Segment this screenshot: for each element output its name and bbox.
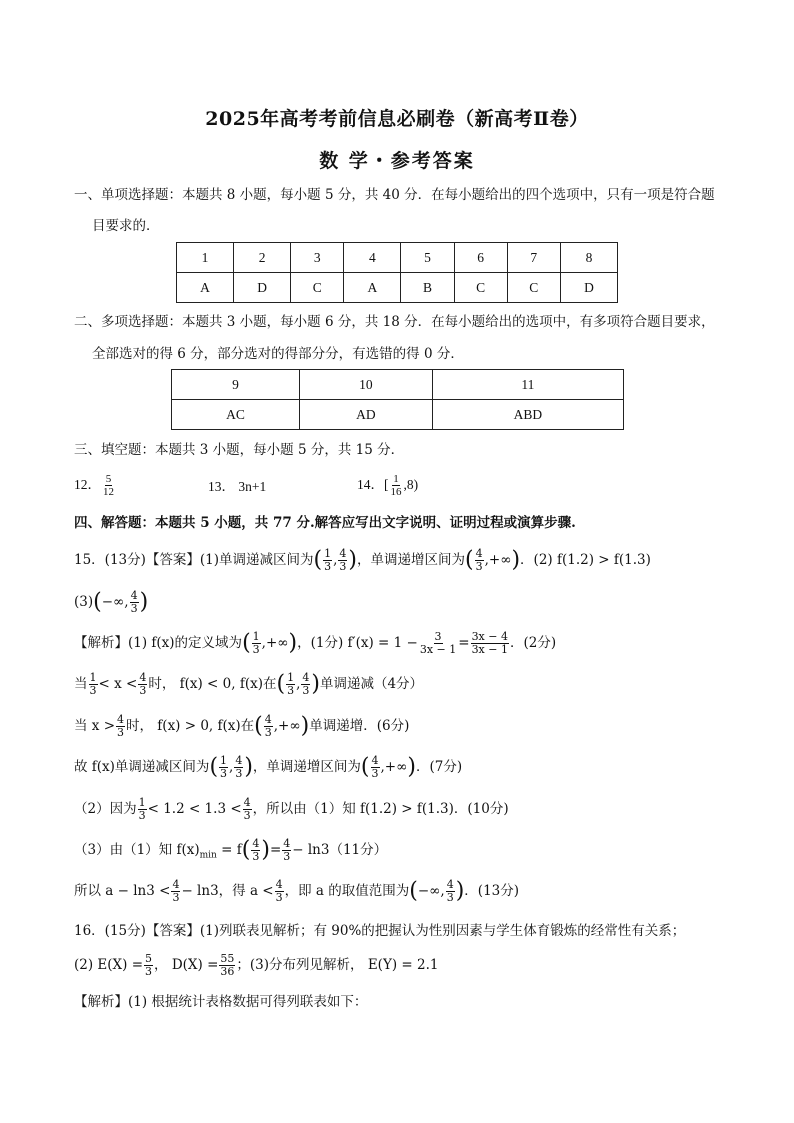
fraction: $\frac{1}{3}$ [324,547,332,573]
fraction: $\frac{4}{3}$ [264,713,272,739]
fraction: $\frac{1}{3}$ [252,630,260,656]
question-number-cell: 6 [454,243,507,273]
fraction: $\frac{4}{3}$ [339,547,347,573]
fraction: $\frac{4}{3}$ [275,878,283,904]
q15-analysis-line-4: 故 f(x)单调递减区间为( $\frac{1}{3}$ , $\frac{4}{3}$ )，单调递增区间为( $\frac{4}{3}$ ,+∞)．(7分) [74,754,463,780]
page-title: 2025年高考考前信息必刷卷（新高考Ⅱ卷） [205,108,589,130]
answer-cell: B [401,273,454,303]
section2-heading-cont: 全部选对的得 6 分，部分选对的得部分分，有选错的得 0 分． [92,346,464,362]
answer-q13: 13． 3n+1 [208,479,267,494]
question-number-cell: 3 [291,243,344,273]
fraction: $\frac{4}{3}$ [371,754,379,780]
fraction: $\frac{4}{3}$ [446,878,454,904]
fraction: $\frac{4}{3}$ [243,796,251,822]
q15-analysis-line-7: 所以 a − ln3 < $\frac{4}{3}$ − ln3，得 a < $\frac{4}{3}$ ，即 a 的取值范围为(−∞, $\frac{4}{3}$ )．(13分) [74,878,520,904]
q15-answer-line-3: (3)(−∞, $\frac{4}{3}$ ) [74,589,149,615]
question-number-cell: 9 [172,370,300,400]
fraction: $\frac{4}{3}$ [475,547,483,573]
question-number-cell: 11 [432,370,623,400]
fraction: $\frac{4}{3}$ [302,671,310,697]
fraction: $\frac{3}{3x - 1}$ [419,630,457,656]
section2-heading: 二、多项选择题：本题共 3 小题，每小题 6 分，共 18 分．在每小题给出的选项中，有多项符合题目要求， [74,314,715,330]
fraction: $\frac{3x - 4}{3x - 1}$ [471,630,508,656]
q16-answer-line: 16．(15分)【答案】(1)列联表见解析；有 90%的把握认为性别因素与学生体育锻炼的经常性有关系； [74,923,686,939]
answer-cell: D [234,273,291,303]
section1-answer-table [176,242,618,303]
answer-cell: A [344,273,401,303]
answer-cell: C [291,273,344,303]
fraction: $\frac{4}{3}$ [117,713,125,739]
answer-cell: AC [172,400,300,430]
q15-answer-line: 15．(13分)【答案】(1)单调递减区间为( $\frac{1}{3}$ , $\frac{4}{3}$ )，单调递增区间为( $\frac{4}{3}$ ,+∞)．(2) f(1.2) > f(1.3) [74,547,651,573]
question-number-cell: 5 [401,243,454,273]
fraction: $\frac{4}{3}$ [283,837,291,863]
fraction: $\frac{1}{3}$ [220,754,228,780]
fraction: $\frac{4}{3}$ [139,671,147,697]
q15-analysis-line-2: 当 $\frac{1}{3}$ < x < $\frac{4}{3}$ 时， f(x) < 0, f(x)在( $\frac{1}{3}$ , $\frac{4}{3}$ )单调递减（4分） [74,671,424,697]
question-number-cell: 8 [560,243,617,273]
q15-analysis-line-5: （2）因为 $\frac{1}{3}$ < 1.2 < 1.3 < $\frac{4}{3}$ ，所以由（1）知 f(1.2) > f(1.3)．(10分) [74,796,509,822]
table-row [172,400,624,430]
fraction: $\frac{4}{3}$ [252,837,260,863]
table-row [177,273,618,303]
fraction: $\frac{55}{36}$ [220,952,235,978]
section1-heading-cont: 目要求的． [92,218,160,234]
q16-analysis-line-1: 【解析】(1) 根据统计表格数据可得列联表如下： [74,994,368,1010]
page-subtitle: 数 学・参考答案 [319,150,475,172]
q15-analysis-line-6: （3）由（1）知 $f(x)_{min} = f$( $\frac{4}{3}$ )= $\frac{4}{3}$ − ln3（11分） [74,837,388,863]
q15-analysis-line-3: 当 x > $\frac{4}{3}$ 时， f(x) > 0, f(x)在( $\frac{4}{3}$ ,+∞)单调递增．(6分) [74,713,410,739]
answer-cell: AD [300,400,433,430]
q15-analysis-line-1: 【解析】(1) f(x)的定义域为( $\frac{1}{3}$ ,+∞)，(1分) f′(x) = 1 − $\frac{3}{3x - 1}$ = $\frac{3x - 4}{3x - 1}$ ．(2分) [74,630,557,656]
section4-heading: 四、解答题：本题共 5 小题，共 77 分.解答应写出文字说明、证明过程或演算步骤. [74,515,576,531]
fraction: $\frac{1}{3}$ [287,671,295,697]
fraction: $\frac{1}{16}$ [390,473,402,499]
fraction: $\frac{4}{3}$ [130,589,138,615]
fraction: $\frac{5}{3}$ [145,952,153,978]
answer-cell: D [560,273,617,303]
answer-cell: C [454,273,507,303]
fraction: $\frac{1}{3}$ [138,796,146,822]
question-number-cell: 7 [507,243,560,273]
section3-heading: 三、填空题：本题共 3 小题，每小题 5 分，共 15 分． [74,442,405,458]
answer-cell: ABD [432,400,623,430]
fraction: $\frac{5}{12}$ [103,473,114,499]
fraction: $\frac{1}{3}$ [89,671,97,697]
question-number-cell: 4 [344,243,401,273]
fraction: $\frac{4}{3}$ [235,754,243,780]
answer-q14: 14．[ $\frac{1}{16}$ ,8) [357,473,419,499]
question-number-cell: 2 [234,243,291,273]
fraction: $\frac{4}{3}$ [172,878,180,904]
answer-cell: A [177,273,234,303]
answer-cell: C [507,273,560,303]
table-row [177,243,618,273]
section2-answer-table [171,369,624,430]
answer-q12: 12． $\frac{5}{12}$ [74,473,114,499]
section1-heading: 一、单项选择题：本题共 8 小题，每小题 5 分，共 40 分．在每小题给出的四个选项中，只有一项是符合题 [74,187,715,203]
q16-answer-line-2: (2) E(X) = $\frac{5}{3}$ ， D(X) = $\frac{55}{36}$ ；(3)分布列见解析， E(Y) = 2.1 [74,952,439,978]
table-row [172,370,624,400]
question-number-cell: 1 [177,243,234,273]
question-number-cell: 10 [300,370,433,400]
